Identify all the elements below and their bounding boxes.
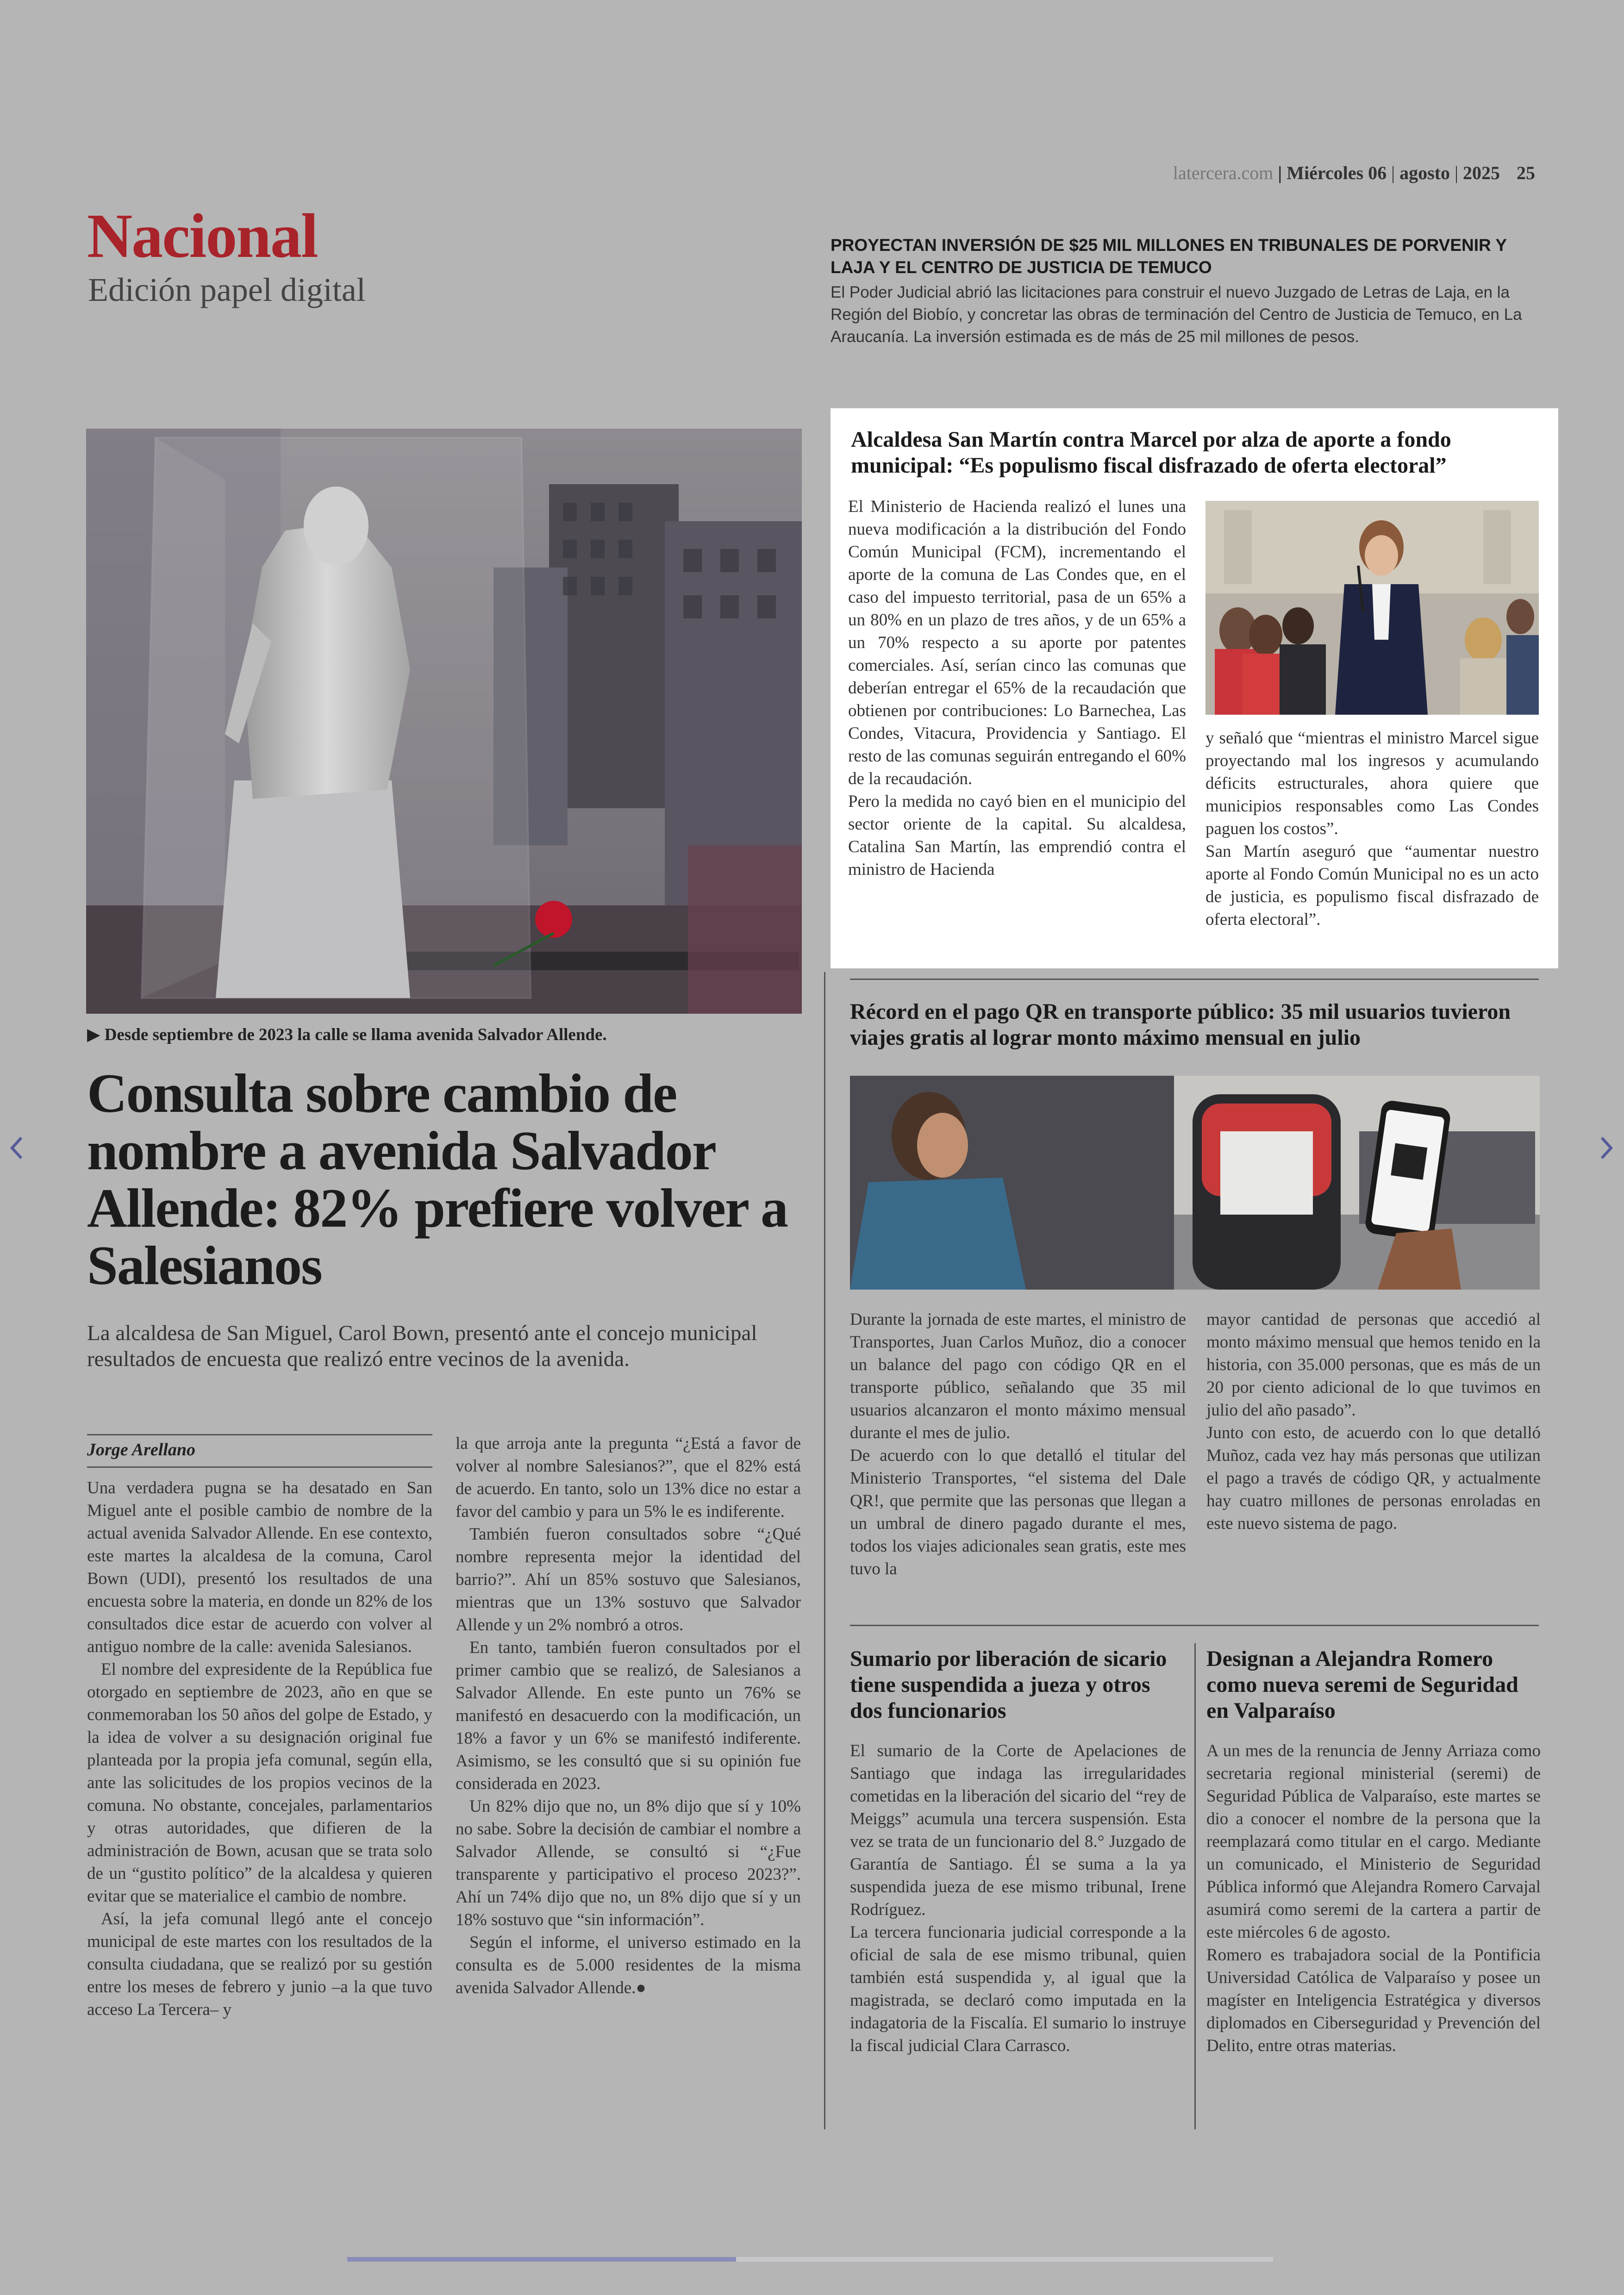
column-divider <box>824 972 825 2129</box>
story5-para: A un mes de la renuncia de Jenny Arriaza como secretaria regional ministerial (seremi) de Seguridad Pública de Valparaíso, este martes se dio a conocer el nombre de la persona que la reemplazará como titular en el cargo. Mediante un comunicado, el Ministerio de Seguridad Pública informó que Alejandra Romero Carvajal asumirá como seremi de la cartera a partir de este miércoles 6 de agosto. <box>1206 1741 1541 1942</box>
story4-body <box>850 1740 1186 2057</box>
date-year: 2025 <box>1463 162 1500 183</box>
story2-bottom-rule <box>850 979 1539 980</box>
story3-col2 <box>1206 1308 1541 1535</box>
page-progress-track[interactable] <box>347 2257 1273 2262</box>
story3-col1 <box>850 1308 1186 1580</box>
page-progress-fill <box>347 2257 736 2262</box>
story3-col1-para: De acuerdo con lo que detalló el titular del Ministerio Transportes, “el sistema del Dale QR!, que permite que las personas que llegan a un umbral de dinero pagado durante el mes, todos los viajes adicionales sean gratis, este mes tuvo la <box>850 1446 1186 1578</box>
story2-col2 <box>1206 727 1539 931</box>
main-col2-para: Según el informe, el universo estimado en la consulta es de 5.000 residentes de la misma avenida Salvador Allende.● <box>456 1933 801 1997</box>
story2-box <box>831 408 1558 968</box>
main-headline: Consulta sobre cambio de nombre a avenida Salvador Allende: 82% prefiere volver a Salesianos <box>87 1062 788 1296</box>
next-page-button[interactable] <box>1593 1129 1620 1166</box>
story2-photo <box>1206 501 1539 715</box>
main-col2-para: En tanto, también fueron consultados por el primer cambio que se realizó, de Salesianos a Salvador Allende. En este punto un 76% se manifestó en desacuerdo con la modificación, un 18% a favor y un 6% se manifestó indiferente. Asimismo, se les consultó que si su opinión fue considerada en 2023. <box>456 1638 801 1793</box>
story2-col1-para: Pero la medida no cayó bien en el municipio del sector oriente de la capital. Su alcaldesa, Catalina San Martín, las emprendió contra el ministro de Hacienda <box>848 792 1186 879</box>
main-byline: Jorge Arellano <box>87 1440 195 1459</box>
story3-col2-para: Junto con esto, de acuerdo con lo que detalló Muñoz, cada vez hay más personas que utilizan el pago a través de código QR, y actualmente hay cuatro millones de personas enroladas en este nuevo sistema de pago. <box>1206 1423 1541 1533</box>
story2-col1 <box>848 495 1186 881</box>
story4-headline: Sumario por liberación de sicario tiene suspendida a jueza y otros dos funcionarios <box>850 1646 1167 1723</box>
statue-photo-illustration <box>86 429 802 1014</box>
page-number: 25 <box>1517 162 1535 183</box>
story2-headline: Alcaldesa San Martín contra Marcel por alza de aporte a fondo municipal: “Es populismo fiscal disfrazado de oferta electoral” <box>851 427 1451 478</box>
story2-col2-para: San Martín aseguró que “aumentar nuestro aporte al Fondo Común Municipal no es un acto de justicia, es populismo fiscal disfrazado de oferta electoral”. <box>1206 842 1539 929</box>
story3-bottom-rule <box>850 1625 1539 1626</box>
press-conference-photo <box>1206 501 1539 715</box>
story5-para: Romero es trabajadora social de la Pontificia Universidad Católica de Valparaíso y posee un magíster en Inteligencia Estratégica y diversos diplomados en Ciberseguridad y Prevención del Delito, entre otras materias. <box>1206 1946 1541 2055</box>
main-story-photo <box>86 429 802 1014</box>
story5-body <box>1206 1740 1541 2057</box>
story4-para: La tercera funcionaria judicial corresponde a la oficial de sala de ese mismo tribunal, quien también está suspendida y, al igual que la magistrada, se declaró como imputada en la indagatoria de la Fiscalía. El sumario lo instruye la fiscal judicial Clara Carrasco. <box>850 1923 1186 2055</box>
main-col2-para: la que arroja ante la pregunta “¿Está a favor de volver al nombre Salesianos?”, que el 82% está de acuerdo. En tanto, solo un 13% dice no estar a favor del cambio y para un 5% le es indiferente. <box>456 1434 801 1521</box>
prev-page-button[interactable] <box>3 1129 31 1166</box>
bus-qr-payment-photo <box>850 1076 1540 1290</box>
brief-headline: PROYECTAN INVERSIÓN DE $25 MIL MILLONES EN TRIBUNALES DE PORVENIR Y LAJA Y EL CENTRO DE JUSTICIA DE TEMUCO <box>831 236 1507 277</box>
section-title: Nacional <box>87 201 318 271</box>
bottom-column-divider <box>1194 1643 1196 2129</box>
main-story-col2 <box>456 1432 801 1999</box>
story2-col1-para: El Ministerio de Hacienda realizó el lunes una nueva modificación a la distribución del Fondo Común Municipal (FCM), incrementando el aporte de la comuna de Las Condes que, en el caso del impuesto territorial, pasa de un 65% a un 80% en un plazo de tres años, y de un 65% a un 70% respecto a su aporte por patentes comerciales. Así, serían cinco las comunas que deberían entregar el 65% de la recaudación que obtienen por contribuciones: Lo Barnechea, Las Condes, Vitacura, Providencia y Santiago. El resto de las comunas seguirán entregando el 60% de la recaudación. <box>848 497 1186 788</box>
main-col1-para: Así, la jefa comunal llegó ante el concejo municipal de este martes con los resultados de la consulta ciudadana, que se realizó por su gestión entre los meses de febrero y junio –a la que tuvo acceso La Tercera– y <box>87 1909 432 2019</box>
main-photo-caption: ▶ Desde septiembre de 2023 la calle se llama avenida Salvador Allende. <box>87 1025 607 1044</box>
story4-para: El sumario de la Corte de Apelaciones de Santiago que indaga las irregularidades cometidas en la liberación del sicario del “rey de Meiggs” acumula una tercera suspensión. Esta vez se trata de un funcionario del 8.° Juzgado de Garantía de Santiago. Él se suma a la ya suspendida jueza de ese mismo tribunal, Irene Rodríguez. <box>850 1741 1186 1919</box>
story2-col2-para: y señaló que “mientras el ministro Marcel sigue proyectando mal los ingresos y acumulando déficits estructurales, ahora quiere que municipios responsables como Las Condes paguen los costos”. <box>1206 729 1539 838</box>
chevron-right-icon <box>1597 1134 1616 1162</box>
story3-headline: Récord en el pago QR en transporte público: 35 mil usuarios tuvieron viajes gratis al lograr monto máximo mensual en julio <box>850 999 1511 1050</box>
main-deck: La alcaldesa de San Miguel, Carol Bown, presentó ante el concejo municipal resultados de encuesta que realizó entre vecinos de la avenida. <box>87 1321 757 1371</box>
page-header: latercera.com | Miércoles 06 | agosto | 2025 25 <box>1173 162 1535 183</box>
main-col1-para: Una verdadera pugna se ha desatado en San Miguel ante el posible cambio de nombre de la actual avenida Salvador Allende. En ese contexto, este martes la alcaldesa de la comuna, Carol Bown (UDI), presentó los resultados de una encuesta sobre la materia, en donde un 82% de los consultados dice estar de acuerdo con volver al antiguo nombre de la calle: avenida Salesianos. <box>87 1478 432 1656</box>
main-col2-para: Un 82% dijo que no, un 8% dijo que sí y 10% no sabe. Sobre la decisión de cambiar el nombre a Salvador Allende, se consultó si “¿Fue transparente y participativo el proceso 2023?”. Ahí un 74% dijo que no, un 8% dijo que sí y un 18% sostuvo que “sin información”. <box>456 1797 801 1929</box>
story3-col2-para: mayor cantidad de personas que accedió al monto máximo mensual que hemos tenido en la historia, con 35.000 personas, que es más de un 20 por ciento adicional de lo que tuvimos en julio del año pasado”. <box>1206 1310 1541 1420</box>
story5-headline: Designan a Alejandra Romero como nueva seremi de Seguridad en Valparaíso <box>1206 1646 1518 1723</box>
chevron-left-icon <box>7 1134 26 1162</box>
site-name: latercera.com <box>1173 162 1274 183</box>
byline-rule-top <box>87 1434 432 1435</box>
story3-col1-para: Durante la jornada de este martes, el ministro de Transportes, Juan Carlos Muñoz, dio a conocer un balance del pago con código QR en el transporte público, señalando que 35 mil usuarios alcanzaron el monto máximo mensual durante el mes de julio. <box>850 1310 1186 1442</box>
story3-photo <box>850 1076 1540 1290</box>
main-col2-para: También fueron consultados sobre “¿Qué nombre representa mejor la identidad del barrio?”. Ahí un 85% sostuvo que Salesianos, mientras que un 13% sostuvo que Salvador Allende y un 2% nombró a otros. <box>456 1525 801 1634</box>
section-subtitle: Edición papel digital <box>88 271 366 308</box>
date-month: agosto <box>1399 162 1450 183</box>
brief-body: El Poder Judicial abrió las licitaciones para construir el nuevo Juzgado de Letras de Laja, en la Región del Biobío, y concretar las obras de terminación del Centro de Justicia de Temuco, en La Araucanía. La inversión estimada es de más de 25 mil millones de pesos. <box>831 283 1522 346</box>
byline-rule-bottom <box>87 1466 432 1468</box>
date-weekday: Miércoles 06 <box>1287 162 1387 183</box>
main-col1-para: El nombre del expresidente de la República fue otorgado en septiembre de 2023, año en que se conmemoraban los 50 años del golpe de Estado, y la idea de volver a su designación original fue planteada por la propia jefa comunal, según ella, ante las solicitudes de los propios vecinos de la comuna. No obstante, concejales, parlamentarios y otras autoridades, que difieren de la administración de Bown, acusan que se trata solo de un “gustito político” de la alcaldesa y quieren evitar que se materialice el cambio de nombre. <box>87 1660 432 1906</box>
main-story-col1 <box>87 1477 432 2021</box>
